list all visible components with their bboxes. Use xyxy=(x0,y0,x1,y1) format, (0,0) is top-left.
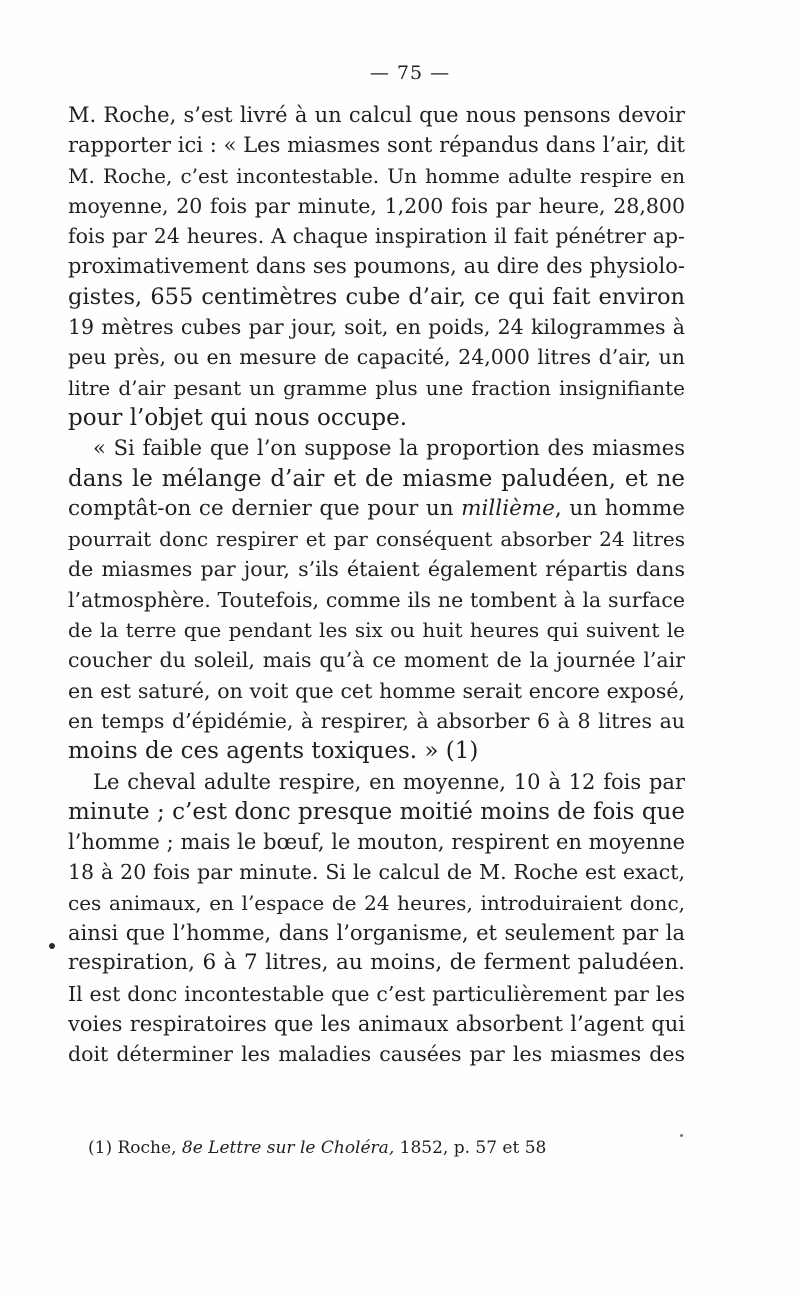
text-line: « Si faible que l’on suppose la proportion des miasmes xyxy=(93,436,685,461)
text-line: fois par 24 heures. A chaque inspiration il fait pénétrer ap- xyxy=(68,224,685,249)
text-line: proximativement dans ses poumons, au dire des physiolo- xyxy=(68,254,685,279)
text-line: coucher du soleil, mais qu’à ce moment de la journée l’air xyxy=(68,648,685,673)
text-line: respiration, 6 à 7 litres, au moins, de ferment paludéen. xyxy=(68,950,685,976)
footnote-marker: (1) xyxy=(88,1138,113,1158)
text-line: de miasmes par jour, s’ils étaient également répartis dans xyxy=(68,557,685,582)
text-line: M. Roche, s’est livré à un calcul que nous pensons devoir xyxy=(68,103,685,127)
text-line: moins de ces agents toxiques. » (1) xyxy=(68,738,479,765)
text-line: en temps d’épidémie, à respirer, à absorber 6 à 8 litres au xyxy=(68,708,685,733)
footnote xyxy=(88,1138,546,1158)
text-line: en est saturé, on voit que cet homme serait encore exposé, xyxy=(68,678,685,703)
footnote-author: Roche, xyxy=(117,1138,177,1158)
text-line: de la terre que pendant les six ou huit heures qui suivent le xyxy=(68,618,685,643)
footnote-title: 8e Lettre sur le Choléra, xyxy=(181,1138,395,1158)
text-line: ces animaux, en l’espace de 24 heures, introduiraient donc, xyxy=(68,890,685,915)
text-line: minute ; c’est donc presque moitié moins de fois que xyxy=(68,798,685,825)
page-number: — 75 — xyxy=(369,62,451,84)
body-text xyxy=(68,100,685,1070)
text-line: ainsi que l’homme, dans l’organisme, et seulement par la xyxy=(68,921,685,946)
text-line: 18 à 20 fois par minute. Si le calcul de M. Roche est exact, xyxy=(68,860,685,885)
footnote-details: 1852, p. 57 et 58 xyxy=(399,1138,547,1158)
text-line: moyenne, 20 fois par minute, 1,200 fois par heure, 28,800 xyxy=(68,193,685,218)
text-line: pourrait donc respirer et par conséquent absorber 24 litres xyxy=(68,527,685,552)
text-line: voies respiratoires que les animaux absorbent l’agent qui xyxy=(68,1011,685,1036)
text-line: comptât-on ce dernier que pour un millième, un homme xyxy=(68,495,685,521)
text-line: litre d’air pesant un gramme plus une fraction insignifiante xyxy=(68,375,685,400)
text-line: pour l’objet qui nous occupe. xyxy=(68,404,408,431)
text-line: Le cheval adulte respire, en moyenne, 10 à 12 fois par xyxy=(93,769,685,794)
text-line: doit déterminer les maladies causées par les miasmes des xyxy=(68,1042,685,1067)
text-line: peu près, ou en mesure de capacité, 24,000 litres d’air, un xyxy=(68,345,685,370)
text-line: rapporter ici : « Les miasmes sont répandus dans l’air, dit xyxy=(68,133,685,158)
text-line: l’homme ; mais le bœuf, le mouton, respirent en moyenne xyxy=(68,830,685,855)
text-line: l’atmosphère. Toutefois, comme ils ne tombent à la surface xyxy=(68,587,685,612)
text-line: dans le mélange d’air et de miasme paludéen, et ne xyxy=(68,465,685,492)
text-line: Il est donc incontestable que c’est particulièrement par les xyxy=(68,981,685,1006)
emphasized-word: millième xyxy=(461,495,555,521)
text-line: M. Roche, c’est incontestable. Un homme adulte respire en xyxy=(68,163,685,188)
text-line: 19 mètres cubes par jour, soit, en poids, 24 kilogrammes à xyxy=(68,315,685,340)
paper-speck xyxy=(680,1134,683,1137)
text-line: gistes, 655 centimètres cube d’air, ce qui fait environ xyxy=(68,283,685,310)
margin-dot xyxy=(49,943,55,949)
